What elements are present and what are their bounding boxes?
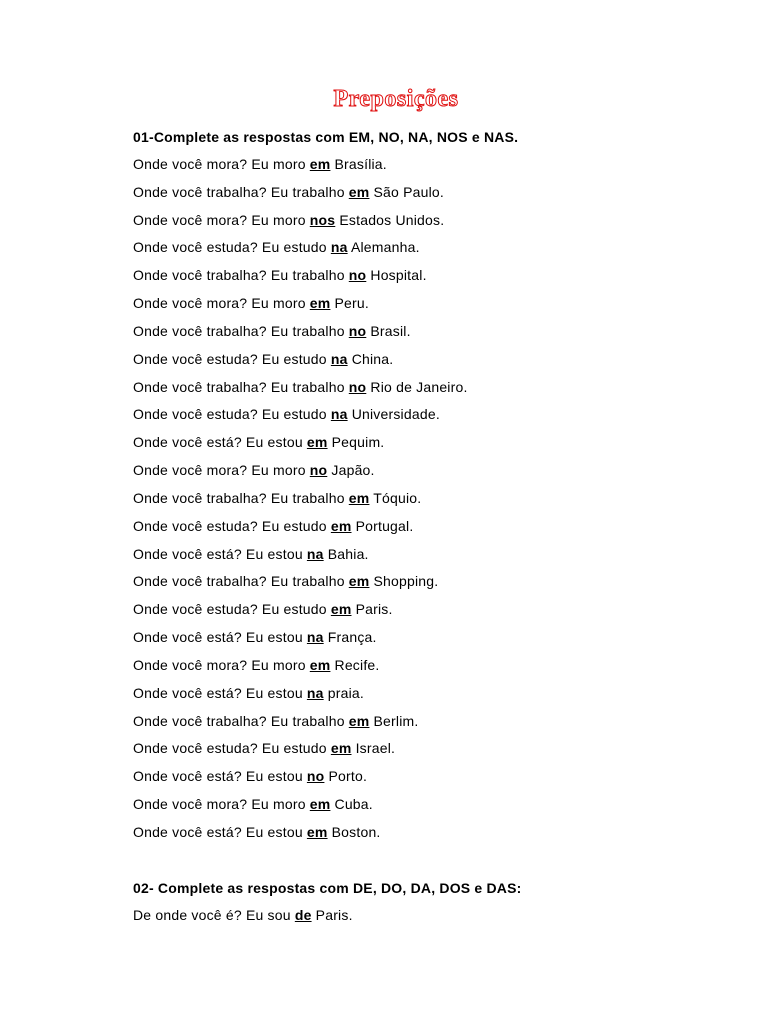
section-1-heading: 01-Complete as respostas com EM, NO, NA, NOS e NAS.: [133, 129, 519, 145]
place-text: praia.: [327, 684, 364, 701]
answer-preposition: em: [330, 517, 352, 534]
answer-preposition: em: [348, 712, 370, 729]
answer-preposition: em: [348, 183, 370, 200]
answer-preposition: no: [348, 267, 367, 284]
exercise-line: [133, 907, 353, 923]
place-text: China.: [351, 350, 394, 367]
answer-preposition: na: [306, 545, 324, 562]
question-text: Onde você trabalha? Eu trabalho: [133, 322, 345, 339]
exercise-line: [133, 434, 384, 450]
place-text: Paris.: [355, 601, 393, 618]
exercise-line: [133, 629, 377, 645]
exercise-line: [133, 156, 387, 172]
place-text: Cuba.: [334, 796, 373, 813]
exercise-line: [133, 212, 444, 228]
answer-preposition: no: [306, 768, 325, 785]
answer-preposition: em: [348, 489, 370, 506]
answer-preposition: em: [306, 823, 328, 840]
question-text: Onde você trabalha? Eu trabalho: [133, 573, 345, 590]
question-text: Onde você trabalha? Eu trabalho: [133, 378, 345, 395]
place-text: Tóquio.: [373, 489, 422, 506]
question-text: De onde você é? Eu sou: [133, 907, 291, 923]
answer-preposition: na: [306, 684, 324, 701]
place-text: Brasil.: [370, 322, 411, 339]
question-text: Onde você mora? Eu moro: [133, 462, 306, 479]
answer-preposition: em: [309, 156, 331, 172]
place-text: Peru.: [334, 295, 369, 312]
place-text: Israel.: [355, 740, 396, 757]
place-text: França.: [327, 629, 377, 646]
exercise-line: [133, 323, 411, 339]
document-title-text: Preposições: [333, 86, 459, 112]
question-text: Onde você trabalha? Eu trabalho: [133, 489, 345, 506]
exercise-line: [133, 713, 418, 729]
question-text: Onde você estuda? Eu estudo: [133, 239, 327, 256]
place-text: Japão.: [331, 462, 375, 479]
exercise-line: [133, 657, 380, 673]
answer-preposition: na: [330, 406, 348, 423]
question-text: Onde você estuda? Eu estudo: [133, 350, 327, 367]
answer-preposition: em: [309, 295, 331, 312]
place-text: Estados Unidos.: [339, 211, 445, 228]
question-text: Onde você trabalha? Eu trabalho: [133, 267, 345, 284]
section-2-heading: 02- Complete as respostas com DE, DO, DA, DOS e DAS:: [133, 880, 522, 896]
exercise-line: [133, 239, 420, 255]
exercise-line: [133, 351, 393, 367]
place-text: Recife.: [334, 656, 380, 673]
exercise-line: [133, 824, 381, 840]
question-text: Onde você está? Eu estou: [133, 629, 303, 646]
answer-preposition: em: [306, 434, 328, 451]
question-text: Onde você mora? Eu moro: [133, 656, 306, 673]
answer-preposition: de: [294, 907, 312, 923]
place-text: Brasília.: [334, 156, 387, 172]
answer-preposition: no: [348, 378, 367, 395]
exercise-line: [133, 796, 373, 812]
answer-preposition: na: [330, 350, 348, 367]
question-text: Onde você estuda? Eu estudo: [133, 406, 327, 423]
answer-preposition: na: [306, 629, 324, 646]
exercise-line: [133, 573, 438, 589]
place-text: Hospital.: [370, 267, 427, 284]
answer-preposition: na: [330, 239, 348, 256]
question-text: Onde você mora? Eu moro: [133, 295, 306, 312]
answer-preposition: nos: [309, 211, 336, 228]
question-text: Onde você mora? Eu moro: [133, 211, 306, 228]
place-text: Pequim.: [331, 434, 385, 451]
answer-preposition: no: [309, 462, 328, 479]
answer-preposition: no: [348, 322, 367, 339]
place-text: Paris.: [315, 907, 353, 923]
answer-preposition: em: [309, 796, 331, 813]
place-text: Berlim.: [373, 712, 419, 729]
exercise-line: [133, 267, 427, 283]
place-text: Shopping.: [373, 573, 439, 590]
exercise-line: [133, 768, 367, 784]
answer-preposition: em: [309, 656, 331, 673]
exercise-line: [133, 379, 468, 395]
question-text: Onde você trabalha? Eu trabalho: [133, 712, 345, 729]
exercise-line: [133, 601, 393, 617]
place-text: Alemanha.: [350, 239, 420, 256]
question-text: Onde você mora? Eu moro: [133, 796, 306, 813]
question-text: Onde você mora? Eu moro: [133, 156, 306, 172]
question-text: Onde você estuda? Eu estudo: [133, 601, 327, 618]
question-text: Onde você está? Eu estou: [133, 768, 303, 785]
answer-preposition: em: [330, 601, 352, 618]
answer-preposition: em: [330, 740, 352, 757]
place-text: Universidade.: [351, 406, 440, 423]
exercise-line: [133, 295, 369, 311]
question-text: Onde você está? Eu estou: [133, 823, 303, 840]
exercise-line: [133, 740, 395, 756]
place-text: Boston.: [331, 823, 381, 840]
document-title: [0, 86, 768, 113]
exercise-line: [133, 462, 375, 478]
place-text: Rio de Janeiro.: [370, 378, 468, 395]
answer-preposition: em: [348, 573, 370, 590]
question-text: Onde você está? Eu estou: [133, 684, 303, 701]
place-text: Bahia.: [327, 545, 369, 562]
exercise-line: [133, 406, 440, 422]
exercise-line: [133, 184, 444, 200]
place-text: São Paulo.: [373, 183, 445, 200]
place-text: Porto.: [328, 768, 368, 785]
exercise-line: [133, 518, 413, 534]
place-text: Portugal.: [355, 517, 414, 534]
exercise-line: [133, 546, 369, 562]
exercise-line: [133, 490, 421, 506]
question-text: Onde você estuda? Eu estudo: [133, 740, 327, 757]
question-text: Onde você trabalha? Eu trabalho: [133, 183, 345, 200]
question-text: Onde você estuda? Eu estudo: [133, 517, 327, 534]
question-text: Onde você está? Eu estou: [133, 434, 303, 451]
question-text: Onde você está? Eu estou: [133, 545, 303, 562]
exercise-line: [133, 685, 364, 701]
